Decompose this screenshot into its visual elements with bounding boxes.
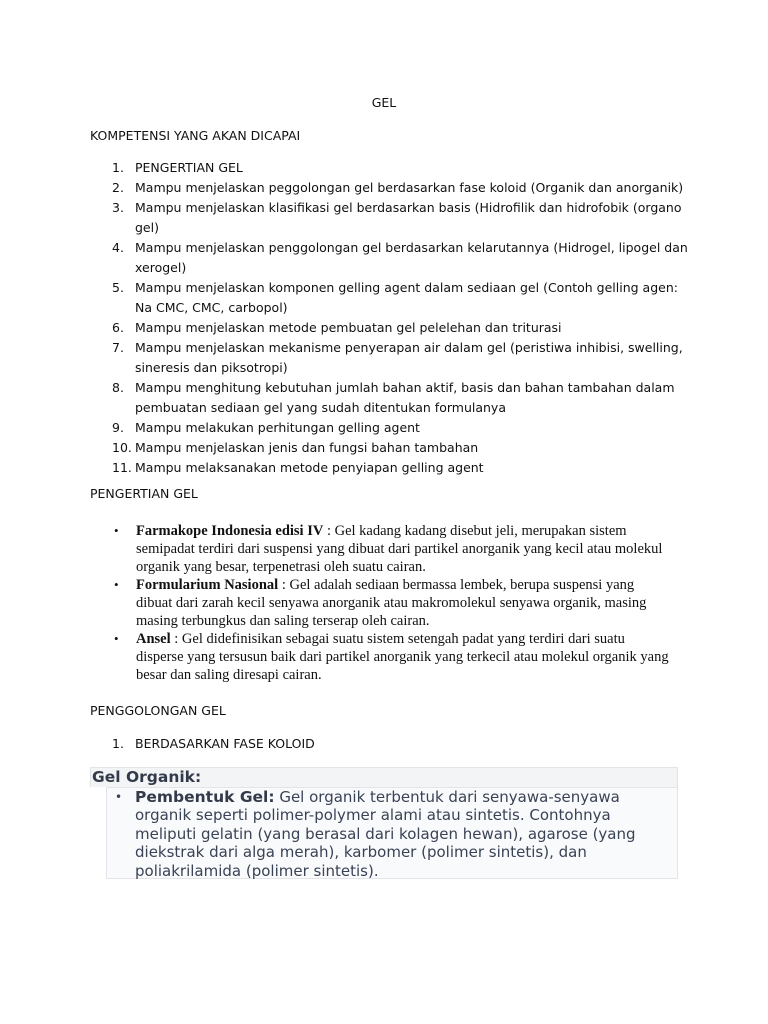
- definition-source: Formularium Nasional: [136, 577, 279, 593]
- pengertian-list: [110, 522, 670, 684]
- list-text: Mampu melaksanakan metode penyiapan gelling agent: [135, 460, 484, 475]
- document-title: GEL: [371, 95, 397, 110]
- definition-text: : Gel kadang kadang disebut jeli, merupakan sistem semipadat terdiri dari suspensi yang dibuat dari partikel anorganik yang kecil atau molekul organik yang besar, terpenetrasi oleh suatu cairan.: [136, 523, 663, 575]
- list-item: [90, 278, 690, 318]
- list-number: 5.: [112, 280, 124, 295]
- penggolongan-item: [90, 736, 315, 751]
- list-number: 1.: [112, 736, 124, 751]
- gel-organik-block: [90, 767, 678, 879]
- list-item: [90, 418, 690, 438]
- bullet-icon: •: [114, 523, 119, 538]
- bullet-icon: •: [115, 790, 123, 804]
- list-number: 9.: [112, 420, 124, 435]
- list-text: Mampu menjelaskan penggolongan gel berdasarkan kelarutannya (Hidrogel, lipogel dan xerogel): [135, 240, 688, 275]
- list-item: [90, 198, 690, 238]
- list-number: 2.: [112, 180, 124, 195]
- list-text: Mampu menjelaskan jenis dan fungsi bahan tambahan: [135, 440, 479, 455]
- definition-source: Farmakope Indonesia edisi IV: [136, 523, 324, 539]
- bullet-icon: •: [114, 577, 119, 592]
- list-number: 1.: [112, 160, 124, 175]
- list-text: Mampu menjelaskan klasifikasi gel berdasarkan basis (Hidrofilik dan hidrofobik (organo gel): [135, 200, 682, 235]
- list-number: 3.: [112, 200, 124, 215]
- list-number: 8.: [112, 380, 124, 395]
- list-item: [90, 378, 690, 418]
- definition-item: [110, 522, 670, 576]
- penggolongan-heading: PENGGOLONGAN GEL: [90, 703, 226, 718]
- definition-item: [110, 630, 670, 684]
- pengertian-heading: PENGERTIAN GEL: [90, 486, 198, 501]
- list-item: [90, 318, 690, 338]
- list-text: Mampu menjelaskan komponen gelling agent dalam sediaan gel (Contoh gelling agen: Na CMC, CMC, carbopol): [135, 280, 678, 315]
- kompetensi-list: [90, 158, 690, 478]
- list-text: Mampu menghitung kebutuhan jumlah bahan aktif, basis dan bahan tambahan dalam pembuatan sediaan gel yang sudah ditentukan formulanya: [135, 380, 675, 415]
- list-number: 4.: [112, 240, 124, 255]
- list-item: [90, 438, 690, 458]
- list-number: 10.: [112, 440, 132, 455]
- list-text: Mampu melakukan perhitungan gelling agent: [135, 420, 420, 435]
- definition-item: [110, 576, 670, 630]
- definition-text: : Gel adalah sediaan bermassa lembek, berupa suspensi yang dibuat dari zarah kecil senyawa anorganik atau makromolekul senyawa organik, masing masing terbungkus dan saling terserap oleh cairan.: [136, 577, 647, 629]
- list-text: Mampu menjelaskan mekanisme penyerapan air dalam gel (peristiwa inhibisi, swelling, sineresis dan piksotropi): [135, 340, 683, 375]
- list-number: 11.: [112, 460, 132, 475]
- list-item: [90, 238, 690, 278]
- list-item: [90, 458, 690, 478]
- gel-organik-body: [106, 787, 678, 879]
- list-number: 6.: [112, 320, 124, 335]
- list-item: [90, 338, 690, 378]
- gel-organik-heading: Gel Organik:: [90, 767, 678, 787]
- definition-source: Ansel: [136, 631, 171, 647]
- list-item: [90, 158, 690, 178]
- list-text: BERDASARKAN FASE KOLOID: [135, 736, 315, 751]
- definition-text: : Gel didefinisikan sebagai suatu sistem setengah padat yang terdiri dari suatu disperse yang tersusun baik dari partikel anorganik yang terkecil atau molekul organik yang besar dan saling diresapi cairan.: [136, 631, 669, 683]
- list-text: PENGERTIAN GEL: [135, 160, 243, 175]
- kompetensi-heading: KOMPETENSI YANG AKAN DICAPAI: [90, 128, 301, 143]
- gel-organik-text: Gel organik terbentuk dari senyawa-senyawa organik seperti polimer-polymer alami atau sintetis. Contohnya meliputi gelatin (yang berasal dari kolagen hewan), agarose (yang diekstrak dari alga merah), karbomer (polimer sintetis), dan poliakrilamida (polimer sintetis).: [135, 788, 636, 880]
- gel-organik-label: Pembentuk Gel:: [135, 788, 275, 806]
- list-item: [90, 178, 690, 198]
- list-number: 7.: [112, 340, 124, 355]
- list-text: Mampu menjelaskan peggolongan gel berdasarkan fase koloid (Organik dan anorganik): [135, 180, 684, 195]
- list-text: Mampu menjelaskan metode pembuatan gel pelelehan dan triturasi: [135, 320, 562, 335]
- bullet-icon: •: [114, 631, 119, 646]
